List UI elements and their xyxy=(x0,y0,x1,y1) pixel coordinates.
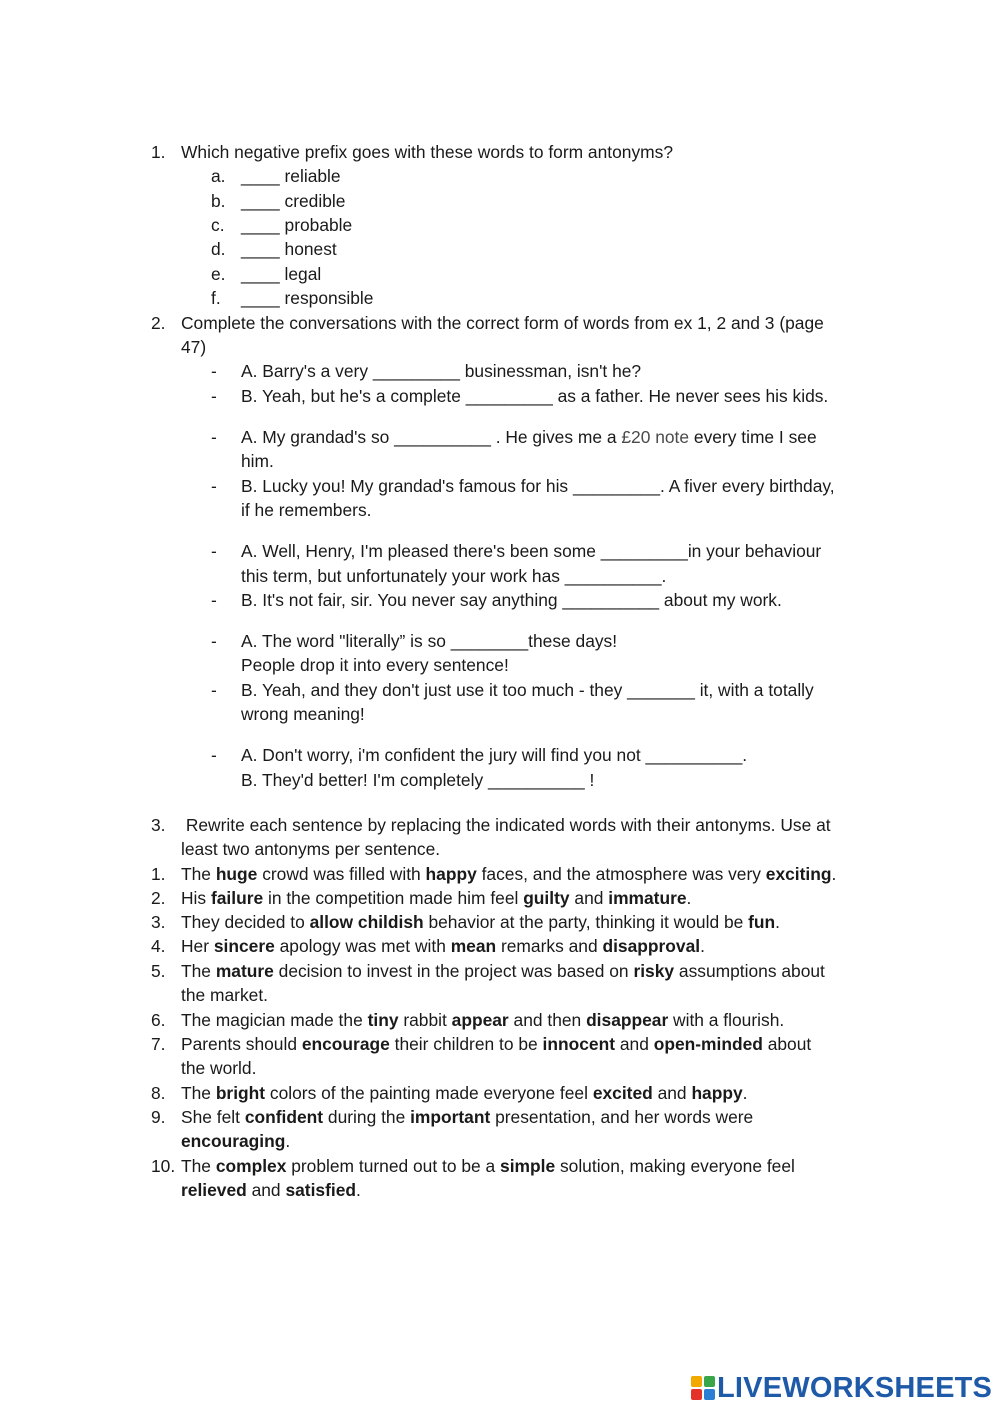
sentence-text: decision to invest in the project was based on xyxy=(273,961,634,981)
dash-bullet: - xyxy=(211,386,217,406)
sentence-text: The xyxy=(181,961,216,981)
indicated-word: guilty xyxy=(523,888,570,908)
indicated-word: fun xyxy=(748,912,776,932)
indicated-word: encouraging xyxy=(181,1131,286,1151)
sentence-text: The xyxy=(181,1156,216,1176)
conversation-line: B. Yeah, but he's a complete _________ as a father. He never sees his kids. xyxy=(241,386,829,406)
indicated-word: huge xyxy=(215,864,258,884)
conversation-line: wrong meaning! xyxy=(241,704,365,724)
sentence-text: Parents should xyxy=(181,1034,302,1054)
conversation-line: B. They'd better! I'm completely __________ ! xyxy=(241,770,595,790)
sentence-text: . xyxy=(831,864,837,884)
sentence-text: The xyxy=(181,1083,216,1103)
indicated-word: exciting xyxy=(765,864,832,884)
ex1-item-text: ____ probable xyxy=(241,215,353,235)
sentence-number: 2. xyxy=(151,888,166,908)
sentence-number: 1. xyxy=(151,864,166,884)
ex1-item-text: ____ honest xyxy=(241,239,337,259)
indicated-word: immature xyxy=(608,888,687,908)
dash-bullet: - xyxy=(211,427,217,447)
conversation-text: A. My grandad's so __________ . He gives me a xyxy=(241,427,622,447)
indicated-word: excited xyxy=(592,1083,653,1103)
indicated-word: relieved xyxy=(181,1180,247,1200)
sentence-line xyxy=(181,1034,811,1054)
indicated-word: appear xyxy=(451,1010,509,1030)
ex1-item-letter: d. xyxy=(211,239,226,259)
sentence-line xyxy=(181,985,268,1005)
sentence-text: Her xyxy=(181,936,214,956)
ex1-item-letter: a. xyxy=(211,166,226,186)
indicated-word: disapproval xyxy=(602,936,701,956)
sentence-line xyxy=(181,1156,795,1176)
conversation-text: every time I see xyxy=(689,427,817,447)
conversation-line: this term, but unfortunately your work has __________. xyxy=(241,566,667,586)
liveworksheets-logo xyxy=(691,1373,992,1403)
sentence-text: solution, making everyone feel xyxy=(555,1156,795,1176)
sentence-text: and xyxy=(652,1083,692,1103)
sentence-text: The xyxy=(181,864,216,884)
sentence-text: the world. xyxy=(181,1058,257,1078)
ex1-number: 1. xyxy=(151,142,166,162)
indicated-word: mature xyxy=(215,961,274,981)
sentence-text: presentation, and her words were xyxy=(490,1107,754,1127)
conversation-line: A. Barry's a very _________ businessman, isn't he? xyxy=(241,361,642,381)
conversation-line: him. xyxy=(241,451,274,471)
sentence-text: . xyxy=(356,1180,361,1200)
sentence-text: about xyxy=(762,1034,812,1054)
note-text: £20 note xyxy=(621,427,690,447)
conversation-line: B. It's not fair, sir. You never say anything __________ about my work. xyxy=(241,590,782,610)
indicated-word: complex xyxy=(215,1156,287,1176)
indicated-word: important xyxy=(410,1107,491,1127)
sentence-line xyxy=(181,888,691,908)
ex2-number: 2. xyxy=(151,313,166,333)
ex1-item-letter: f. xyxy=(211,288,221,308)
sentence-text: and xyxy=(569,888,609,908)
indicated-word: happy xyxy=(691,1083,743,1103)
ex1-item-text: ____ legal xyxy=(241,264,322,284)
ex1-item-text: ____ responsible xyxy=(241,288,374,308)
indicated-word: bright xyxy=(215,1083,266,1103)
conversation-line: B. Lucky you! My grandad's famous for his _________. A fiver every birthday, xyxy=(241,476,835,496)
ex1-item-letter: b. xyxy=(211,191,226,211)
indicated-word: encourage xyxy=(301,1034,390,1054)
ex2-prompt-line2: 47) xyxy=(181,337,207,357)
indicated-word: happy xyxy=(425,864,477,884)
sentence-text: during the xyxy=(323,1107,411,1127)
sentence-text: and xyxy=(615,1034,654,1054)
indicated-word: satisfied xyxy=(285,1180,356,1200)
sentence-text: their children to be xyxy=(389,1034,543,1054)
sentence-text: . xyxy=(775,912,781,932)
sentence-text: in the competition made him feel xyxy=(263,888,524,908)
ex1-item-text: ____ reliable xyxy=(241,166,341,186)
conversation-line: People drop it into every sentence! xyxy=(241,655,509,675)
indicated-word: allow childish xyxy=(309,912,424,932)
conversation-line: A. The word "literally” is so ________these days! xyxy=(241,631,618,651)
sentence-line xyxy=(181,1083,748,1103)
sentence-text: His xyxy=(181,888,211,908)
sentence-text: problem turned out to be a xyxy=(286,1156,501,1176)
sentence-text: remarks and xyxy=(496,936,603,956)
sentence-text: . xyxy=(686,888,692,908)
ex3-prompt-line1: Rewrite each sentence by replacing the indicated words with their antonyms. Use at xyxy=(181,815,831,835)
indicated-word: tiny xyxy=(367,1010,399,1030)
sentence-text: She felt xyxy=(181,1107,245,1127)
ex1-item-text: ____ credible xyxy=(241,191,346,211)
dash-bullet: - xyxy=(211,680,217,700)
dash-bullet: - xyxy=(211,476,217,496)
indicated-word: confident xyxy=(244,1107,324,1127)
sentence-number: 4. xyxy=(151,936,166,956)
indicated-word: open-minded xyxy=(653,1034,763,1054)
sentence-text: . xyxy=(285,1131,291,1151)
sentence-number: 3. xyxy=(151,912,166,932)
ex1-prompt: Which negative prefix goes with these words to form antonyms? xyxy=(181,142,673,162)
indicated-word: sincere xyxy=(213,936,275,956)
conversation-line: A. Well, Henry, I'm pleased there's been some _________in your behaviour xyxy=(241,541,822,561)
sentence-line xyxy=(181,1180,361,1200)
conversation-line: A. Don't worry, i'm confident the jury will find you not __________. xyxy=(241,745,748,765)
dash-bullet: - xyxy=(211,745,217,765)
sentence-text: colors of the painting made everyone feel xyxy=(265,1083,593,1103)
sentence-text: . xyxy=(700,936,705,956)
sentence-text: and then xyxy=(508,1010,587,1030)
sentence-text: rabbit xyxy=(398,1010,452,1030)
sentence-text: . xyxy=(742,1083,748,1103)
sentence-number: 6. xyxy=(151,1010,166,1030)
sentence-line xyxy=(181,1131,290,1151)
indicated-word: mean xyxy=(450,936,497,956)
sentence-number: 10. xyxy=(151,1156,176,1176)
sentence-text: apology was met with xyxy=(274,936,451,956)
ex1-item-letter: e. xyxy=(211,264,226,284)
sentence-text: assumptions about xyxy=(674,961,825,981)
indicated-word: risky xyxy=(633,961,675,981)
sentence-text: with a flourish. xyxy=(668,1010,785,1030)
sentence-line xyxy=(181,912,780,932)
conversation-line: B. Yeah, and they don't just use it too much - they _______ it, with a totally xyxy=(241,680,814,700)
sentence-line xyxy=(181,864,836,884)
indicated-word: failure xyxy=(210,888,264,908)
sentence-number: 9. xyxy=(151,1107,166,1127)
conversation-line: if he remembers. xyxy=(241,500,372,520)
indicated-word: simple xyxy=(500,1156,556,1176)
sentence-text: faces, and the atmosphere was very xyxy=(476,864,766,884)
ex3-prompt-line2: least two antonyms per sentence. xyxy=(181,839,441,859)
sentence-line xyxy=(181,961,825,981)
sentence-number: 8. xyxy=(151,1083,166,1103)
sentence-text: They decided to xyxy=(181,912,310,932)
sentence-line xyxy=(181,1010,784,1030)
sentence-text: and xyxy=(246,1180,286,1200)
logo-wordmark: LIVEWORKSHEETS xyxy=(717,1372,993,1404)
dash-bullet: - xyxy=(211,631,217,651)
dash-bullet: - xyxy=(211,541,217,561)
sentence-text: the market. xyxy=(181,985,268,1005)
ex3-number: 3. xyxy=(151,815,166,835)
ex1-item-letter: c. xyxy=(211,215,225,235)
sentence-number: 5. xyxy=(151,961,166,981)
indicated-word: disappear xyxy=(586,1010,669,1030)
sentence-line xyxy=(181,1058,256,1078)
conversation-line xyxy=(241,427,817,447)
dash-bullet: - xyxy=(211,590,217,610)
dash-bullet: - xyxy=(211,361,217,381)
ex2-prompt-line1: Complete the conversations with the correct form of words from ex 1, 2 and 3 (page xyxy=(181,313,824,333)
sentence-text: The magician made the xyxy=(181,1010,368,1030)
sentence-text: behavior at the party, thinking it would be xyxy=(423,912,749,932)
logo-tiles-icon xyxy=(691,1376,715,1400)
sentence-text: crowd was filled with xyxy=(257,864,426,884)
indicated-word: innocent xyxy=(542,1034,616,1054)
sentence-number: 7. xyxy=(151,1034,166,1054)
sentence-line xyxy=(181,1107,753,1127)
sentence-line xyxy=(181,936,705,956)
